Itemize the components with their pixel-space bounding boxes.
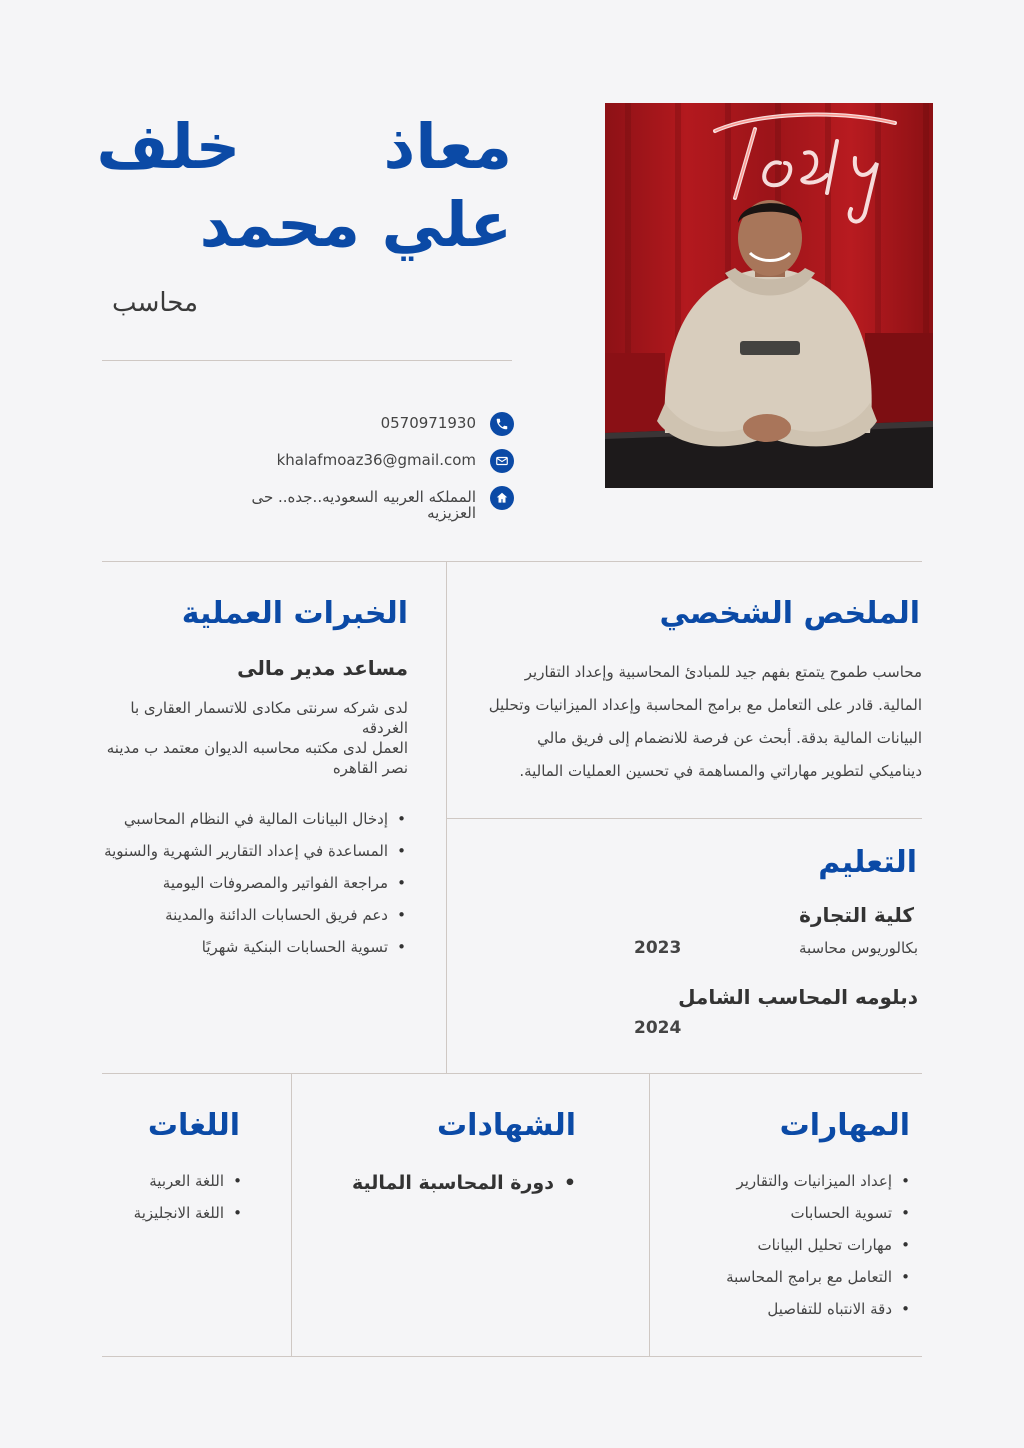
divider-summary-education xyxy=(446,818,922,819)
divider-middle-vertical xyxy=(446,561,447,1073)
address-text: المملكه العربيه السعوديه..جده.. حى العزيزيه xyxy=(251,488,476,522)
list-item: • اللغة الانجليزية xyxy=(102,1197,244,1229)
experience-description xyxy=(102,698,408,778)
contact-phone xyxy=(381,412,514,436)
education-degree-1: بكالوريوس محاسبة xyxy=(798,939,918,957)
home-icon xyxy=(490,486,514,510)
profile-photo-illustration xyxy=(605,103,933,488)
experience-role: مساعد مدير مالى xyxy=(237,656,408,680)
divider-bottom-left xyxy=(291,1073,292,1356)
list-item: • مراجعة الفواتير والمصروفات اليومية xyxy=(102,867,408,899)
list-item: • مهارات تحليل البيانات xyxy=(660,1229,912,1261)
experience-list xyxy=(102,803,408,963)
divider-bottom-top xyxy=(102,1073,922,1074)
list-item: • إعداد الميزانيات والتقارير xyxy=(660,1165,912,1197)
education-school-2: دبلومه المحاسب الشامل xyxy=(678,985,918,1009)
education-title: التعليم xyxy=(818,845,917,880)
languages-title: اللغات xyxy=(147,1108,240,1143)
list-item: • إدخال البيانات المالية في النظام المحاسبي xyxy=(102,803,408,835)
name-line-2: علي محمد xyxy=(199,188,512,261)
mail-icon xyxy=(490,449,514,473)
list-item: • تسوية الحسابات xyxy=(660,1197,912,1229)
list-item: • تسوية الحسابات البنكية شهريًا xyxy=(102,931,408,963)
contact-address xyxy=(244,486,514,521)
list-item: • التعامل مع برامج المحاسبة xyxy=(660,1261,912,1293)
languages-list xyxy=(102,1165,244,1229)
phone-text[interactable]: 0570971930 xyxy=(380,414,476,432)
profile-photo xyxy=(605,103,933,488)
experience-desc-1: لدى شركه سرنتى مكادى للاتسمار العقارى با الغردقه xyxy=(130,699,408,737)
name-line-1 xyxy=(96,108,512,186)
list-item: • دقة الانتباه للتفاصيل xyxy=(660,1293,912,1325)
email-text[interactable]: khalafmoaz36@gmail.com xyxy=(276,451,476,469)
education-year-2: 2024 xyxy=(634,1018,682,1038)
list-item: • دعم فريق الحسابات الدائنة والمدينة xyxy=(102,899,408,931)
contact-email xyxy=(277,449,514,473)
name-first: معاذ xyxy=(383,110,512,183)
job-title: محاسب xyxy=(112,288,198,318)
education-school-1: كلية التجارة xyxy=(799,903,914,927)
phone-icon xyxy=(490,412,514,436)
skills-list xyxy=(660,1165,912,1325)
list-item: • المساعدة في إعداد التقارير الشهرية والسنوية xyxy=(102,835,408,867)
certificates-title: الشهادات xyxy=(437,1108,576,1143)
education-year-1: 2023 xyxy=(634,938,682,958)
divider-bottom-end xyxy=(102,1356,922,1357)
list-item: • اللغة العربية xyxy=(102,1165,244,1197)
list-item: • دورة المحاسبة المالية xyxy=(300,1167,578,1199)
name-block xyxy=(96,108,512,264)
header-divider xyxy=(102,360,512,361)
summary-title: الملخص الشخصي xyxy=(659,596,920,631)
skills-title: المهارات xyxy=(779,1108,910,1143)
certificates-list xyxy=(300,1167,578,1199)
name-last: خلف xyxy=(96,110,241,183)
experience-desc-2: العمل لدى مكتبه محاسبه الديوان معتمد ب مدينه نصر القاهره xyxy=(106,739,408,777)
summary-text: محاسب طموح يتمتع بفهم جيد للمبادئ المحاسبية وإعداد التقارير المالية. قادر على التعامل مع برامج المحاسبة وإعداد الميزانيات وتحليل البيانات المالية بدقة. أبحث عن فرصة للانضمام إلى فريق مالي ديناميكي لتطوير مهاراتي والمساهمة في تحسين العمليات المالية. xyxy=(488,663,922,780)
divider-bottom-right xyxy=(649,1073,650,1356)
divider-top xyxy=(102,561,922,562)
experience-title: الخبرات العملية xyxy=(181,596,408,631)
